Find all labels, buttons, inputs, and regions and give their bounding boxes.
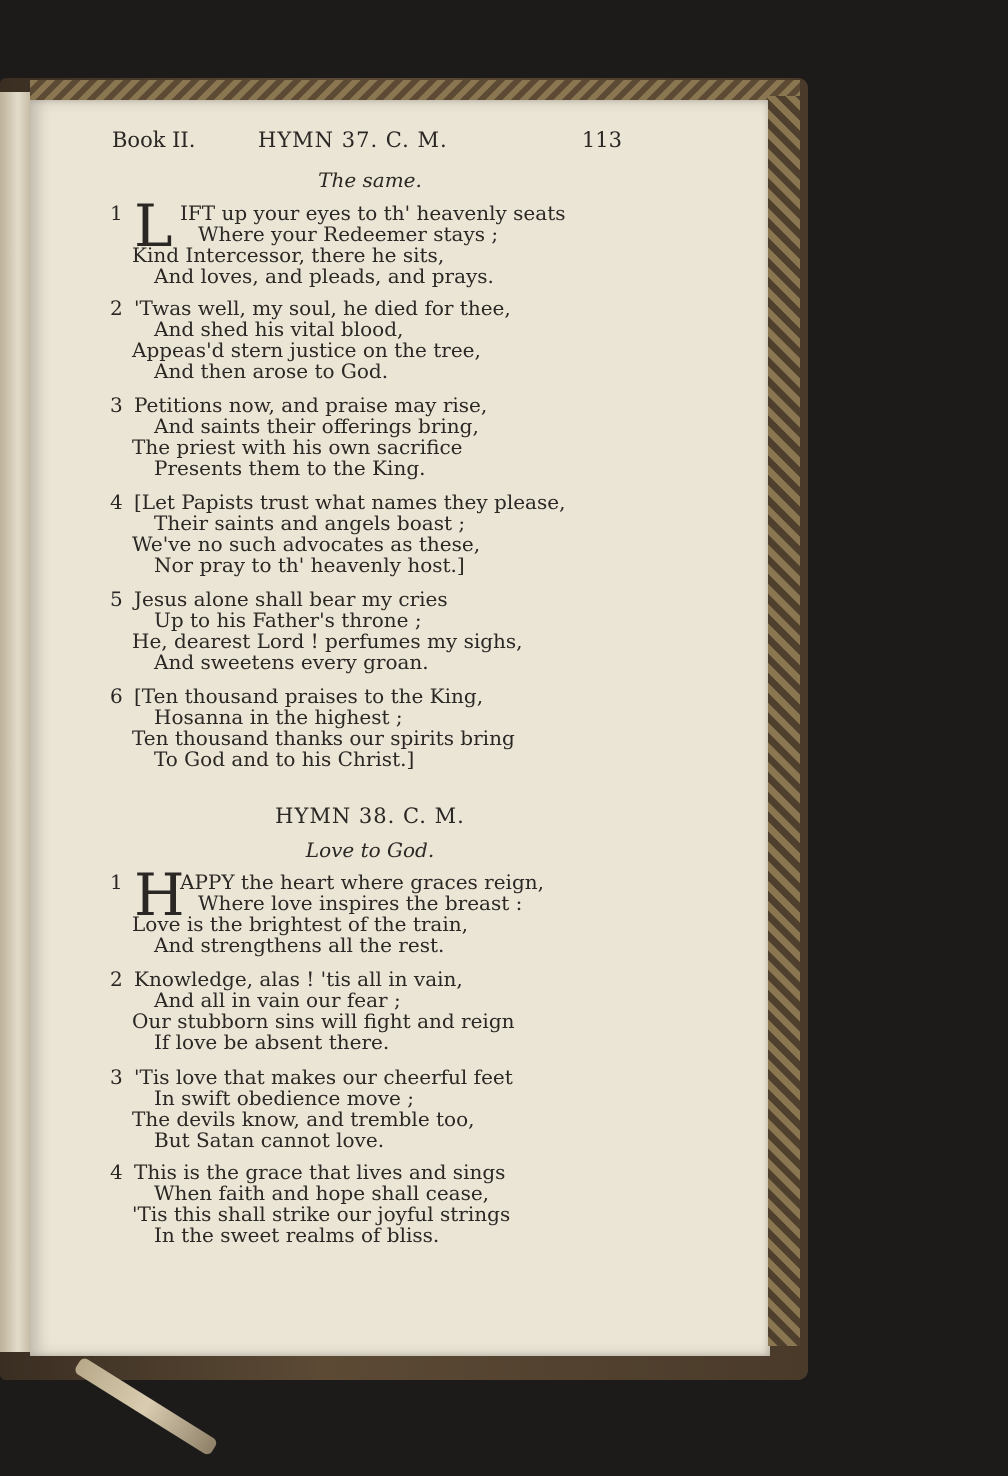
verse-line: Hosanna in the highest ; [154, 705, 403, 729]
verse-line: And saints their offerings bring, [154, 414, 479, 438]
verse-line: The priest with his own sacrifice [132, 435, 463, 459]
verse-line: And sweetens every groan. [154, 650, 429, 674]
verse-line: Up to his Father's throne ; [154, 608, 422, 632]
verse-line: And strengthens all the rest. [154, 933, 445, 957]
verse-line: We've no such advocates as these, [132, 532, 481, 556]
hymn38-stanza-3 [110, 1067, 630, 1151]
hymn37-stanza-2 [110, 298, 630, 382]
hymn38-stanza-1 [110, 861, 630, 957]
verse-line: And shed his vital blood, [154, 317, 404, 341]
verse-line: Petitions now, and praise may rise, [134, 393, 488, 417]
hymn37-stanza-6 [110, 686, 630, 770]
book-label: Book II. [112, 128, 196, 152]
left-page-edge [0, 92, 30, 1352]
gilt-top-edge [30, 80, 800, 102]
verse-line: Kind Intercessor, there he sits, [132, 243, 445, 267]
verse-line: 'Twas well, my soul, he died for thee, [134, 296, 511, 320]
hymn38-stanza-2 [110, 969, 630, 1053]
verse-line: The devils know, and tremble too, [132, 1107, 475, 1131]
stanza-number: 5 [110, 587, 123, 611]
stanza-number: 4 [110, 490, 123, 514]
hymn37-subtitle: The same. [318, 168, 422, 192]
verse-line: Their saints and angels boast ; [154, 511, 466, 535]
stanza-number: 3 [110, 1065, 123, 1089]
page-number: 113 [581, 128, 622, 152]
verse-line: Where your Redeemer stays ; [198, 222, 499, 246]
gilt-fore-edge [768, 96, 800, 1346]
hymn38-subtitle: Love to God. [305, 838, 435, 862]
verse-line: 'Tis this shall strike our joyful strings [132, 1202, 511, 1226]
verse-line: Our stubborn sins will fight and reign [132, 1009, 515, 1033]
hymn38-title: HYMN 38. C. M. [275, 804, 465, 828]
verse-line: [Let Papists trust what names they please, [134, 490, 566, 514]
verse-line: Love is the brightest of the train, [132, 912, 468, 936]
verse-line: Presents them to the King. [154, 456, 426, 480]
hymn37-stanza-3 [110, 395, 630, 479]
hymn-heading: HYMN 37. C. M. [258, 128, 448, 152]
hymn37-stanza-5 [110, 589, 630, 673]
stanza-number: 6 [110, 684, 123, 708]
stanza-number: 1 [110, 870, 123, 894]
verse-line: And then arose to God. [154, 359, 389, 383]
drop-cap: H [134, 861, 185, 929]
verse-line: [Ten thousand praises to the King, [134, 684, 484, 708]
stanza-number: 2 [110, 296, 123, 320]
verse-line: This is the grace that lives and sings [134, 1160, 506, 1184]
stanza-number: 2 [110, 967, 123, 991]
verse-line: Ten thousand thanks our spirits bring [132, 726, 515, 750]
verse-line: And loves, and pleads, and prays. [154, 264, 494, 288]
verse-line: Where love inspires the breast : [198, 891, 523, 915]
verse-line: In swift obedience move ; [154, 1086, 414, 1110]
verse-line: Knowledge, alas ! 'tis all in vain, [134, 967, 463, 991]
stanza-number: 3 [110, 393, 123, 417]
verse-line: If love be absent there. [154, 1030, 390, 1054]
hymn37-stanza-1 [110, 192, 630, 288]
verse-line: In the sweet realms of bliss. [154, 1223, 440, 1247]
verse-line: And all in vain our fear ; [154, 988, 401, 1012]
running-head [112, 128, 622, 158]
verse-line: But Satan cannot love. [154, 1128, 385, 1152]
hymn38-stanza-4 [110, 1162, 630, 1246]
verse-line: Jesus alone shall bear my cries [134, 587, 448, 611]
drop-cap: L [134, 192, 173, 260]
verse-line: IFT up your eyes to th' heavenly seats [180, 201, 566, 225]
verse-line: He, dearest Lord ! perfumes my sighs, [132, 629, 523, 653]
hymn37-stanza-4 [110, 492, 630, 576]
verse-line: Nor pray to th' heavenly host.] [154, 553, 465, 577]
stanza-number: 1 [110, 201, 123, 225]
verse-line: When faith and hope shall cease, [154, 1181, 490, 1205]
stanza-number: 4 [110, 1160, 123, 1184]
verse-line: Appeas'd stern justice on the tree, [132, 338, 481, 362]
verse-line: To God and to his Christ.] [154, 747, 415, 771]
verse-line: APPY the heart where graces reign, [180, 870, 544, 894]
verse-line: 'Tis love that makes our cheerful feet [134, 1065, 513, 1089]
